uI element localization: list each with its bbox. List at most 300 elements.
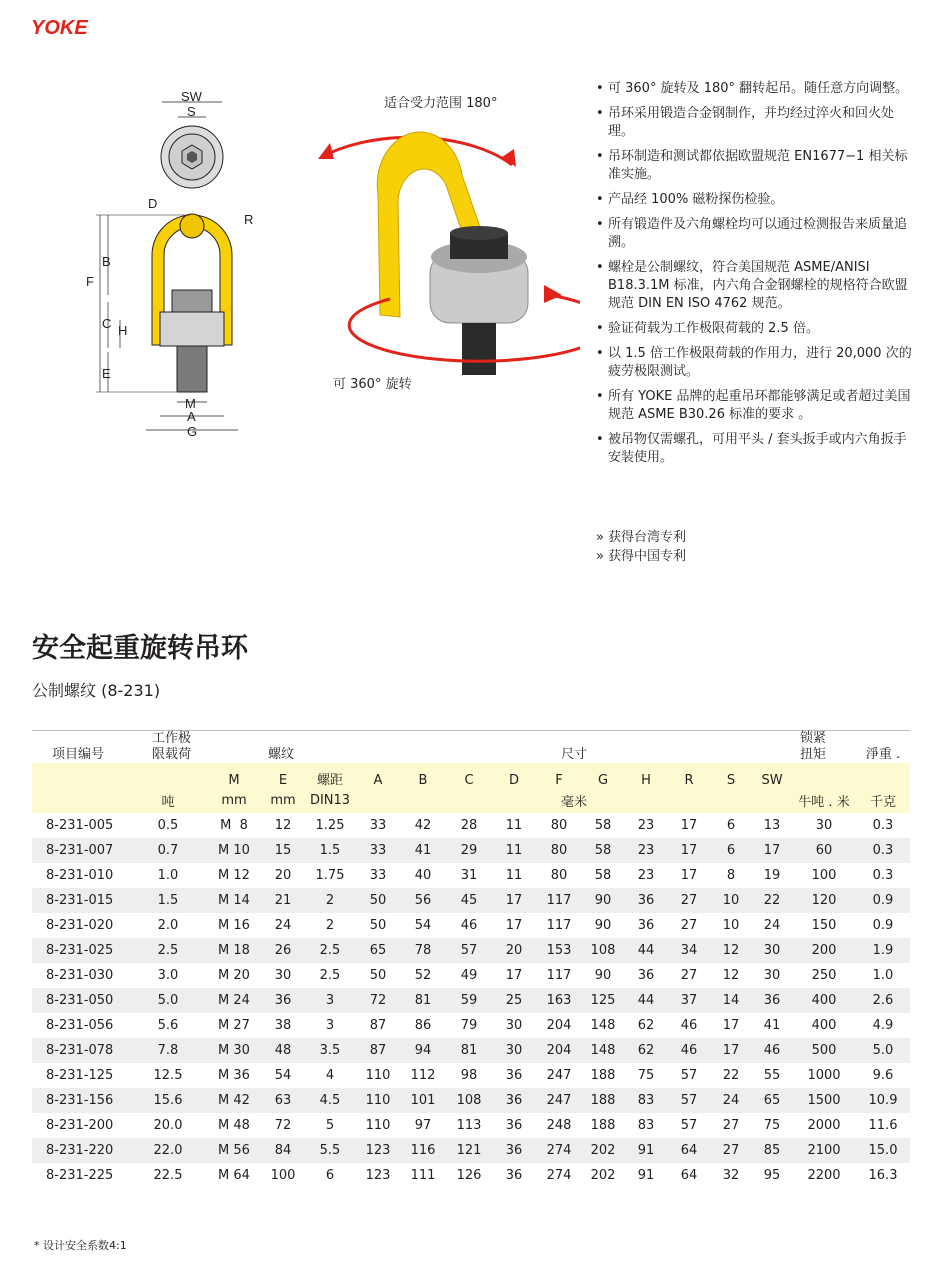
table-cell: 8-231-125	[32, 1063, 130, 1088]
table-cell: 26	[262, 938, 304, 963]
table-cell: 57	[668, 1088, 710, 1113]
table-cell: 17	[492, 913, 536, 938]
feature-item: • 螺栓是公制螺纹，符合美国规范 ASME/ANISI B18.3.1M 标准，内六角合金钢螺栓的规格符合欧盟规范 DIN EN ISO 4762 规范。	[596, 259, 916, 313]
table-cell: 117	[536, 888, 582, 913]
header-weight: 淨重 .	[865, 747, 901, 762]
table-cell: 150	[792, 913, 856, 938]
table-cell: 8-231-078	[32, 1038, 130, 1063]
table-cell: 12.5	[130, 1063, 206, 1088]
table-cell: M 36	[206, 1063, 262, 1088]
label-g: G	[187, 424, 198, 439]
unit-wll: 吨	[130, 788, 206, 813]
table-cell: 78	[400, 938, 446, 963]
table-cell: 46	[752, 1038, 792, 1063]
table-cell: 6	[710, 813, 752, 838]
table-cell: 188	[582, 1063, 624, 1088]
table-cell: 17	[668, 813, 710, 838]
table-cell: 45	[446, 888, 492, 913]
table-cell: 57	[446, 938, 492, 963]
table-cell: 4.5	[304, 1088, 356, 1113]
table-cell: 8-231-025	[32, 938, 130, 963]
table-row	[32, 1038, 910, 1063]
table-cell: 17	[492, 888, 536, 913]
table-cell: 274	[536, 1138, 582, 1163]
patent-list	[596, 528, 916, 566]
table-cell: 247	[536, 1063, 582, 1088]
table-cell: 24	[262, 913, 304, 938]
table-row	[32, 1063, 910, 1088]
table-cell: 110	[356, 1063, 400, 1088]
table-cell: 17	[752, 838, 792, 863]
table-cell: 57	[668, 1113, 710, 1138]
table-cell: 123	[356, 1138, 400, 1163]
table-cell: 117	[536, 963, 582, 988]
table-cell: 55	[752, 1063, 792, 1088]
table-cell: 0.3	[856, 838, 910, 863]
table-cell: M 56	[206, 1138, 262, 1163]
footnote: * 设计安全系数4:1	[34, 1239, 127, 1252]
technical-drawing	[80, 90, 260, 440]
table-cell: 36	[752, 988, 792, 1013]
table-cell: 15	[262, 838, 304, 863]
table-cell: 58	[582, 838, 624, 863]
header-thread: 螺纹	[267, 747, 294, 762]
table-cell: 126	[446, 1163, 492, 1188]
table-cell: 36	[624, 888, 668, 913]
table-cell: M 24	[206, 988, 262, 1013]
table-cell: 87	[356, 1038, 400, 1063]
table-cell: 202	[582, 1163, 624, 1188]
table-cell: 0.9	[856, 888, 910, 913]
table-cell: 204	[536, 1038, 582, 1063]
table-cell: M 16	[206, 913, 262, 938]
table-cell: 500	[792, 1038, 856, 1063]
table-row	[32, 913, 910, 938]
label-sw: SW	[181, 90, 202, 104]
table-row	[32, 963, 910, 988]
table-cell: 8-231-005	[32, 813, 130, 838]
table-cell: 14	[710, 988, 752, 1013]
table-cell: 24	[752, 913, 792, 938]
table-cell: 32	[710, 1163, 752, 1188]
table-cell: 10	[710, 913, 752, 938]
feature-list	[596, 80, 916, 474]
table-cell: M 8	[206, 813, 262, 838]
table-cell: 22.0	[130, 1138, 206, 1163]
table-cell: 64	[668, 1163, 710, 1188]
table-cell: M 42	[206, 1088, 262, 1113]
table-cell: 8-231-015	[32, 888, 130, 913]
table-cell: 23	[624, 863, 668, 888]
table-cell: 36	[492, 1088, 536, 1113]
table-cell: 153	[536, 938, 582, 963]
label-b: B	[102, 254, 111, 269]
label-f: F	[86, 274, 94, 289]
table-cell: 163	[536, 988, 582, 1013]
table-cell: 1500	[792, 1088, 856, 1113]
table-cell: 30	[492, 1013, 536, 1038]
table-cell: 2.5	[304, 963, 356, 988]
table-cell: 65	[752, 1088, 792, 1113]
table-cell: M 12	[206, 863, 262, 888]
table-cell: 62	[624, 1038, 668, 1063]
table-cell: 5.0	[130, 988, 206, 1013]
logo-text: YOKE	[31, 17, 88, 38]
table-cell: 125	[582, 988, 624, 1013]
table-cell: 79	[446, 1013, 492, 1038]
table-cell: 11	[492, 838, 536, 863]
table-cell: 120	[792, 888, 856, 913]
table-cell: 11	[492, 863, 536, 888]
table-row	[32, 938, 910, 963]
table-cell: 11.6	[856, 1113, 910, 1138]
table-cell: 80	[536, 813, 582, 838]
feature-item: • 以 1.5 倍工作极限荷载的作用力，进行 20,000 次的疲劳极限测试。	[596, 345, 916, 381]
table-cell: 42	[400, 813, 446, 838]
table-cell: 8-231-156	[32, 1088, 130, 1113]
table-cell: 27	[668, 888, 710, 913]
table-cell: 33	[356, 813, 400, 838]
photo-bottom-label: 可 360° 旋转	[333, 377, 412, 392]
table-cell: 5	[304, 1113, 356, 1138]
table-cell: M 20	[206, 963, 262, 988]
subheader-cell: E	[262, 763, 304, 788]
table-cell: 110	[356, 1113, 400, 1138]
table-cell: 2.0	[130, 913, 206, 938]
table-cell: 8-231-220	[32, 1138, 130, 1163]
table-cell: 41	[400, 838, 446, 863]
table-cell: 188	[582, 1113, 624, 1138]
table-cell: 46	[668, 1038, 710, 1063]
table-cell: 44	[624, 938, 668, 963]
patent-item: » 获得中国专利	[596, 547, 916, 566]
table-cell: 83	[624, 1113, 668, 1138]
table-row	[32, 1088, 910, 1113]
table-cell: 54	[400, 913, 446, 938]
table-cell: M 30	[206, 1038, 262, 1063]
photo-top-label: 适合受力范围 180°	[384, 96, 498, 111]
table-cell: 58	[582, 813, 624, 838]
unit-weight: 千克	[856, 788, 910, 813]
table-cell: 17	[668, 838, 710, 863]
table-cell: 50	[356, 888, 400, 913]
table-cell: 27	[710, 1113, 752, 1138]
table-cell: 36	[262, 988, 304, 1013]
table-cell: 63	[262, 1088, 304, 1113]
table-cell: 30	[792, 813, 856, 838]
subheader-cell: A	[356, 763, 400, 788]
table-cell: 90	[582, 963, 624, 988]
table-cell: 90	[582, 913, 624, 938]
table-cell: 8-231-225	[32, 1163, 130, 1188]
subheader-cell: SW	[752, 763, 792, 788]
table-cell: 46	[446, 913, 492, 938]
table-cell: 36	[624, 913, 668, 938]
subheader-cell: C	[446, 763, 492, 788]
table-cell: 2.5	[130, 938, 206, 963]
table-cell: 0.5	[130, 813, 206, 838]
table-cell: 202	[582, 1138, 624, 1163]
table-cell: 30	[752, 938, 792, 963]
table-cell: M 27	[206, 1013, 262, 1038]
table-cell: 80	[536, 838, 582, 863]
table-cell: 22	[710, 1063, 752, 1088]
table-cell: 36	[624, 963, 668, 988]
table-row	[32, 1013, 910, 1038]
table-row	[32, 838, 910, 863]
table-cell: 81	[446, 1038, 492, 1063]
table-cell: 12	[262, 813, 304, 838]
table-cell: 5.6	[130, 1013, 206, 1038]
yoke-logo	[31, 14, 101, 38]
table-cell: 36	[492, 1138, 536, 1163]
table-cell: 148	[582, 1038, 624, 1063]
table-cell: 83	[624, 1088, 668, 1113]
table-cell: 100	[792, 863, 856, 888]
subheader-cell: M	[206, 763, 262, 788]
table-cell: 36	[492, 1113, 536, 1138]
spec-table	[32, 730, 910, 1188]
table-cell: 46	[668, 1013, 710, 1038]
unit-pitch: DIN13	[304, 788, 356, 813]
table-cell: 30	[492, 1038, 536, 1063]
table-cell: 28	[446, 813, 492, 838]
feature-item: • 所有锻造件及六角螺栓均可以通过检测报告来质量追溯。	[596, 216, 916, 252]
table-cell: 24	[710, 1088, 752, 1113]
feature-item: • 吊环采用锻造合金钢制作，并均经过淬火和回火处理。	[596, 105, 916, 141]
label-a: A	[187, 409, 196, 424]
table-cell: 54	[262, 1063, 304, 1088]
table-cell: 30	[752, 963, 792, 988]
table-cell: 21	[262, 888, 304, 913]
unit-m: mm	[206, 788, 262, 813]
table-cell: M 64	[206, 1163, 262, 1188]
table-cell: 37	[668, 988, 710, 1013]
table-cell: 27	[668, 963, 710, 988]
table-cell: 4	[304, 1063, 356, 1088]
table-cell: 1.0	[856, 963, 910, 988]
table-cell: 50	[356, 913, 400, 938]
table-cell: 59	[446, 988, 492, 1013]
unit-torque: 牛吨 . 米	[792, 788, 856, 813]
table-cell: 1.0	[130, 863, 206, 888]
table-cell: 19	[752, 863, 792, 888]
feature-item: • 验证荷载为工作极限荷载的 2.5 倍。	[596, 320, 916, 338]
label-r: R	[244, 212, 254, 227]
table-cell: 97	[400, 1113, 446, 1138]
table-cell: 12	[710, 938, 752, 963]
table-cell: 65	[356, 938, 400, 963]
table-cell: 108	[582, 938, 624, 963]
table-cell: 94	[400, 1038, 446, 1063]
table-row	[32, 988, 910, 1013]
table-cell: 2100	[792, 1138, 856, 1163]
table-cell: 90	[582, 888, 624, 913]
subheader-cell: H	[624, 763, 668, 788]
feature-item: • 可 360° 旋转及 180° 翻转起吊。随任意方向调整。	[596, 80, 916, 98]
feature-item: • 被吊物仅需螺孔，可用平头 / 套头扳手或内六角扳手安装使用。	[596, 431, 916, 467]
table-cell: 60	[792, 838, 856, 863]
table-cell: 248	[536, 1113, 582, 1138]
product-photo	[300, 85, 580, 395]
table-cell: 8-231-200	[32, 1113, 130, 1138]
table-cell: 1.9	[856, 938, 910, 963]
table-cell: 17	[710, 1013, 752, 1038]
table-cell: 57	[668, 1063, 710, 1088]
table-cell: 0.3	[856, 813, 910, 838]
subheader-cell: R	[668, 763, 710, 788]
table-cell: 84	[262, 1138, 304, 1163]
table-cell: 33	[356, 838, 400, 863]
table-cell: 41	[752, 1013, 792, 1038]
label-e: E	[102, 366, 111, 381]
page-subtitle: 公制螺纹 (8-231)	[32, 681, 161, 700]
table-cell: 22.5	[130, 1163, 206, 1188]
table-cell: 91	[624, 1163, 668, 1188]
label-c: C	[102, 316, 112, 331]
table-cell: 274	[536, 1163, 582, 1188]
header-dims: 尺寸	[560, 747, 587, 762]
table-cell: 2000	[792, 1113, 856, 1138]
table-cell: 6	[304, 1163, 356, 1188]
table-cell: 15.6	[130, 1088, 206, 1113]
subheader-cell: G	[582, 763, 624, 788]
table-cell: 3	[304, 1013, 356, 1038]
table-cell: 31	[446, 863, 492, 888]
table-cell: 72	[356, 988, 400, 1013]
table-cell: 16.3	[856, 1163, 910, 1188]
table-cell: 44	[624, 988, 668, 1013]
subheader-cell: 螺距	[304, 763, 356, 788]
table-cell: 7.8	[130, 1038, 206, 1063]
table-cell: 4.9	[856, 1013, 910, 1038]
table-cell: 110	[356, 1088, 400, 1113]
table-cell: 0.3	[856, 863, 910, 888]
table-cell: 11	[492, 813, 536, 838]
table-cell: 6	[710, 838, 752, 863]
table-cell: 188	[582, 1088, 624, 1113]
table-cell: 30	[262, 963, 304, 988]
table-header-row	[32, 731, 910, 764]
table-body	[32, 813, 910, 1188]
table-cell: 17	[710, 1038, 752, 1063]
table-cell: 36	[492, 1063, 536, 1088]
table-cell: 2	[304, 913, 356, 938]
table-cell: 95	[752, 1163, 792, 1188]
table-cell: 80	[536, 863, 582, 888]
table-cell: 23	[624, 813, 668, 838]
table-cell: 34	[668, 938, 710, 963]
table-cell: 85	[752, 1138, 792, 1163]
table-cell: 8-231-007	[32, 838, 130, 863]
table-cell: 123	[356, 1163, 400, 1188]
subheader-cell: F	[536, 763, 582, 788]
page-title: 安全起重旋转吊环	[32, 633, 248, 664]
table-cell: 111	[400, 1163, 446, 1188]
table-cell: 1000	[792, 1063, 856, 1088]
table-cell: 91	[624, 1138, 668, 1163]
table-cell: 48	[262, 1038, 304, 1063]
table-cell: 117	[536, 913, 582, 938]
table-cell: 8-231-050	[32, 988, 130, 1013]
table-cell: 204	[536, 1013, 582, 1038]
table-cell: 52	[400, 963, 446, 988]
table-cell: 2.5	[304, 938, 356, 963]
table-cell: 98	[446, 1063, 492, 1088]
table-cell: 3.0	[130, 963, 206, 988]
table-cell: 20	[492, 938, 536, 963]
table-cell: M 18	[206, 938, 262, 963]
table-cell: 75	[752, 1113, 792, 1138]
feature-item: • 吊环制造和测试都依据欧盟规范 EN1677−1 相关标准实施。	[596, 148, 916, 184]
subheader-cell: D	[492, 763, 536, 788]
label-m: M	[185, 396, 196, 411]
table-cell: 2	[304, 888, 356, 913]
subheader-cell: B	[400, 763, 446, 788]
feature-item: • 产品经 100% 磁粉探伤检验。	[596, 191, 916, 209]
table-cell: 49	[446, 963, 492, 988]
table-cell: 20	[262, 863, 304, 888]
table-cell: M 48	[206, 1113, 262, 1138]
table-cell: 200	[792, 938, 856, 963]
table-cell: 112	[400, 1063, 446, 1088]
table-cell: 121	[446, 1138, 492, 1163]
table-cell: 0.7	[130, 838, 206, 863]
table-cell: 148	[582, 1013, 624, 1038]
label-s: S	[187, 104, 196, 119]
table-cell: 10	[710, 888, 752, 913]
table-cell: 101	[400, 1088, 446, 1113]
table-cell: 8-231-010	[32, 863, 130, 888]
table-cell: 113	[446, 1113, 492, 1138]
table-cell: 15.0	[856, 1138, 910, 1163]
table-cell: 10.9	[856, 1088, 910, 1113]
table-cell: 2.6	[856, 988, 910, 1013]
unit-dims: 毫米	[356, 788, 792, 813]
table-subheader-row	[32, 763, 910, 788]
table-row	[32, 1163, 910, 1188]
table-cell: 5.0	[856, 1038, 910, 1063]
table-row	[32, 888, 910, 913]
feature-item: • 所有 YOKE 品牌的起重吊环都能够满足或者超过美国规范 ASME B30.26 标准的要求 。	[596, 388, 916, 424]
table-cell: 36	[492, 1163, 536, 1188]
header-item-no: 项目编号	[52, 747, 105, 762]
table-cell: 75	[624, 1063, 668, 1088]
table-cell: 38	[262, 1013, 304, 1038]
table-cell: 8-231-030	[32, 963, 130, 988]
table-cell: 87	[356, 1013, 400, 1038]
table-cell: 116	[400, 1138, 446, 1163]
table-cell: 5.5	[304, 1138, 356, 1163]
table-cell: 81	[400, 988, 446, 1013]
table-cell: 3	[304, 988, 356, 1013]
table-cell: M 14	[206, 888, 262, 913]
table-cell: 20.0	[130, 1113, 206, 1138]
header-torque: 锁紧 扭矩	[800, 731, 827, 762]
table-cell: 0.9	[856, 913, 910, 938]
table-cell: 1.25	[304, 813, 356, 838]
label-d: D	[148, 196, 158, 211]
table-row	[32, 1138, 910, 1163]
table-cell: 13	[752, 813, 792, 838]
table-units-row	[32, 788, 910, 813]
table-cell: 1.75	[304, 863, 356, 888]
table-cell: 50	[356, 963, 400, 988]
table-header-group	[32, 731, 910, 814]
table-cell: 56	[400, 888, 446, 913]
subheader-cell: S	[710, 763, 752, 788]
table-cell: 27	[668, 913, 710, 938]
